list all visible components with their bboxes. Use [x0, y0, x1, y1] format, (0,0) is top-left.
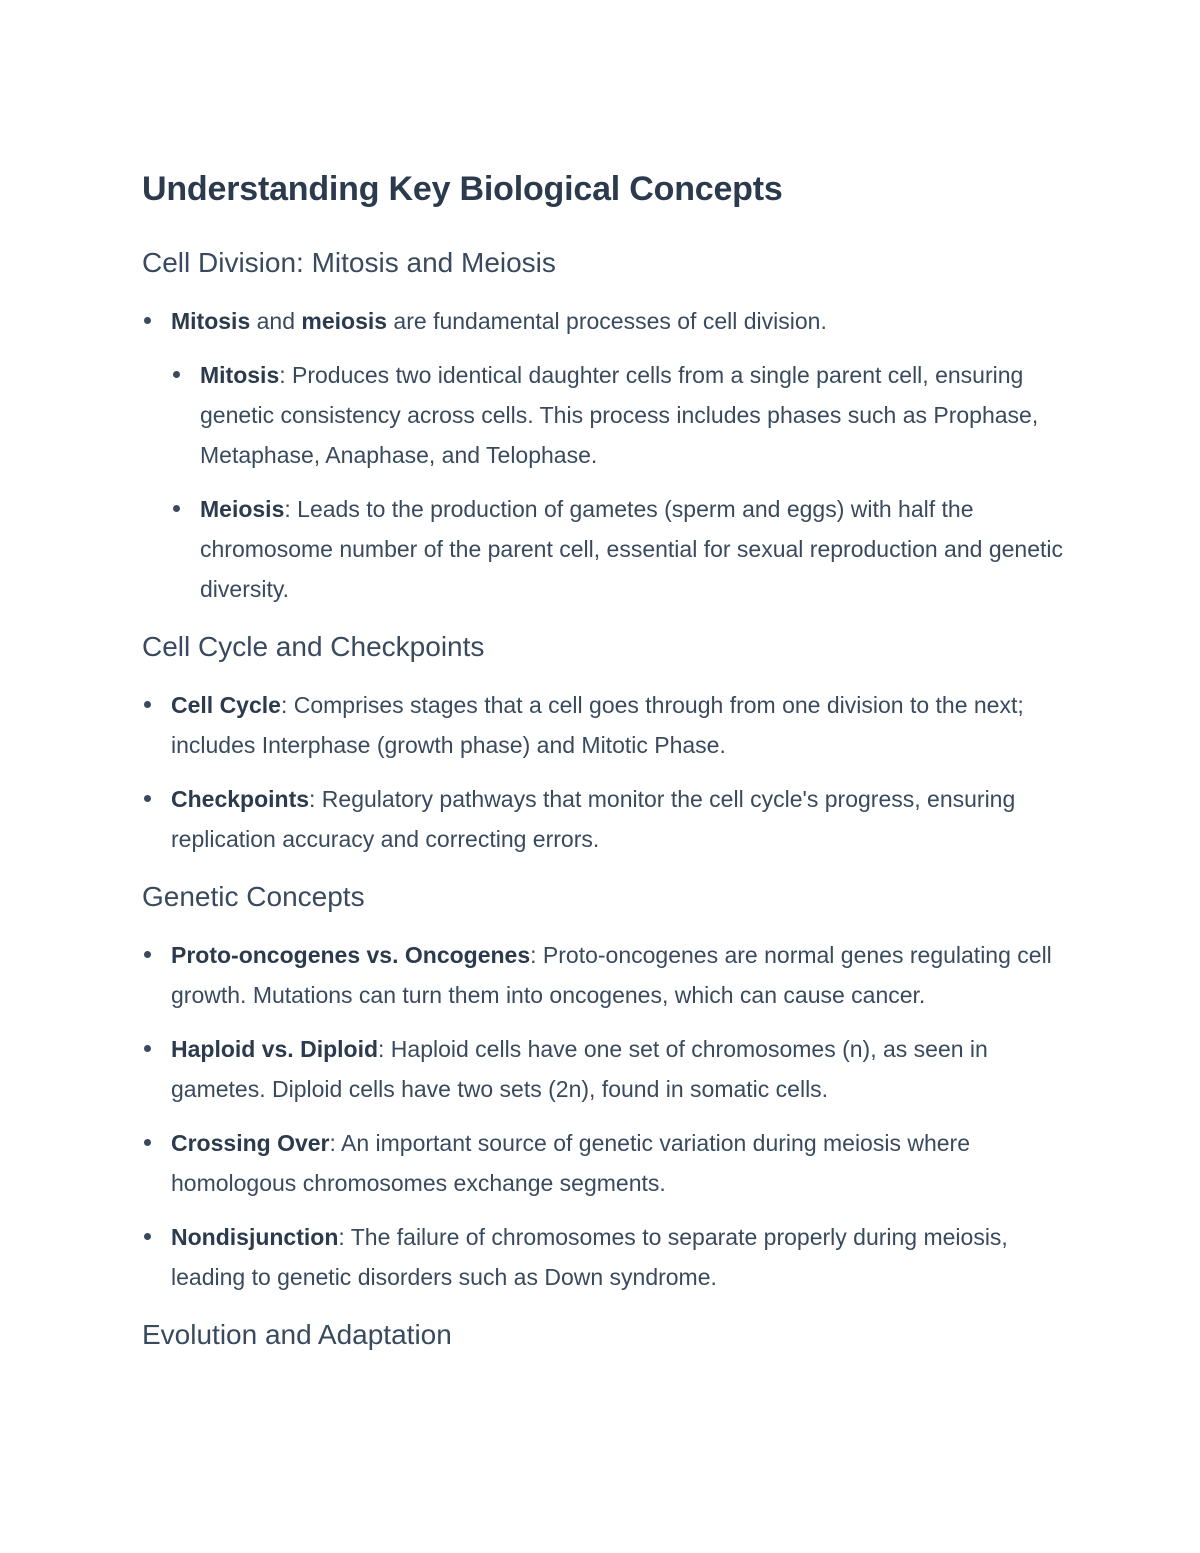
- section-heading-evolution: Evolution and Adaptation: [142, 1319, 452, 1350]
- term-checkpoints: Checkpoints: [171, 786, 310, 812]
- item-text: : Produces two identical daughter cells from a single parent cell, ensuring genetic consistency across cells. This process includes phases such as Prophase, Metaphase, Anaphase, and Telophase.: [200, 362, 1039, 468]
- item-text: : Haploid cells have one set of chromosomes (n), as seen in gametes. Diploid cells have two sets (2n), found in somatic cells.: [171, 1036, 988, 1102]
- list-item: [171, 489, 1072, 609]
- bullet-list-cell-cycle: [142, 685, 1072, 859]
- term-crossing-over: Crossing Over: [171, 1130, 330, 1156]
- term-mitosis: Mitosis: [171, 308, 251, 334]
- item-text: : Proto-oncogenes are normal genes regulating cell growth. Mutations can turn them into oncogenes, which can cause cancer.: [171, 942, 1052, 1008]
- item-text: and: [250, 308, 302, 334]
- page-title: Understanding Key Biological Concepts: [142, 170, 783, 208]
- term-cell-cycle: Cell Cycle: [171, 692, 281, 718]
- term-nondisjunction: Nondisjunction: [171, 1224, 339, 1250]
- term-meiosis: Meiosis: [200, 496, 285, 522]
- list-item: [142, 685, 1072, 765]
- list-item: [142, 301, 1072, 609]
- section-heading-cell-cycle: Cell Cycle and Checkpoints: [142, 631, 485, 662]
- list-item: [142, 935, 1072, 1015]
- list-item: [142, 1029, 1072, 1109]
- sub-bullet-list: [171, 355, 1072, 609]
- list-item: [142, 1123, 1072, 1203]
- term-mitosis: Mitosis: [200, 362, 280, 388]
- item-text: : Comprises stages that a cell goes through from one division to the next; includes Interphase (growth phase) and Mitotic Phase.: [171, 692, 1024, 758]
- term-meiosis: meiosis: [301, 308, 388, 334]
- list-item: [142, 779, 1072, 859]
- item-text: : The failure of chromosomes to separate properly during meiosis, leading to genetic disorders such as Down syndrome.: [171, 1224, 1008, 1290]
- section-heading-genetic-concepts: Genetic Concepts: [142, 881, 365, 912]
- item-text: are fundamental processes of cell division.: [387, 308, 827, 334]
- bullet-list-cell-division: [142, 301, 1072, 609]
- bullet-list-genetic-concepts: [142, 935, 1072, 1297]
- term-proto-oncogenes: Proto-oncogenes vs. Oncogenes: [171, 942, 531, 968]
- section-heading-cell-division: Cell Division: Mitosis and Meiosis: [142, 247, 556, 278]
- item-text: : An important source of genetic variation during meiosis where homologous chromosomes exchange segments.: [171, 1130, 970, 1196]
- item-text: : Regulatory pathways that monitor the cell cycle's progress, ensuring replication accuracy and correcting errors.: [171, 786, 1016, 852]
- document-page: [142, 165, 1072, 1355]
- term-haploid-diploid: Haploid vs. Diploid: [171, 1036, 379, 1062]
- list-item: [171, 355, 1072, 475]
- list-item: [142, 1217, 1072, 1297]
- item-text: : Leads to the production of gametes (sperm and eggs) with half the chromosome number of the parent cell, essential for sexual reproduction and genetic diversity.: [200, 496, 1063, 602]
